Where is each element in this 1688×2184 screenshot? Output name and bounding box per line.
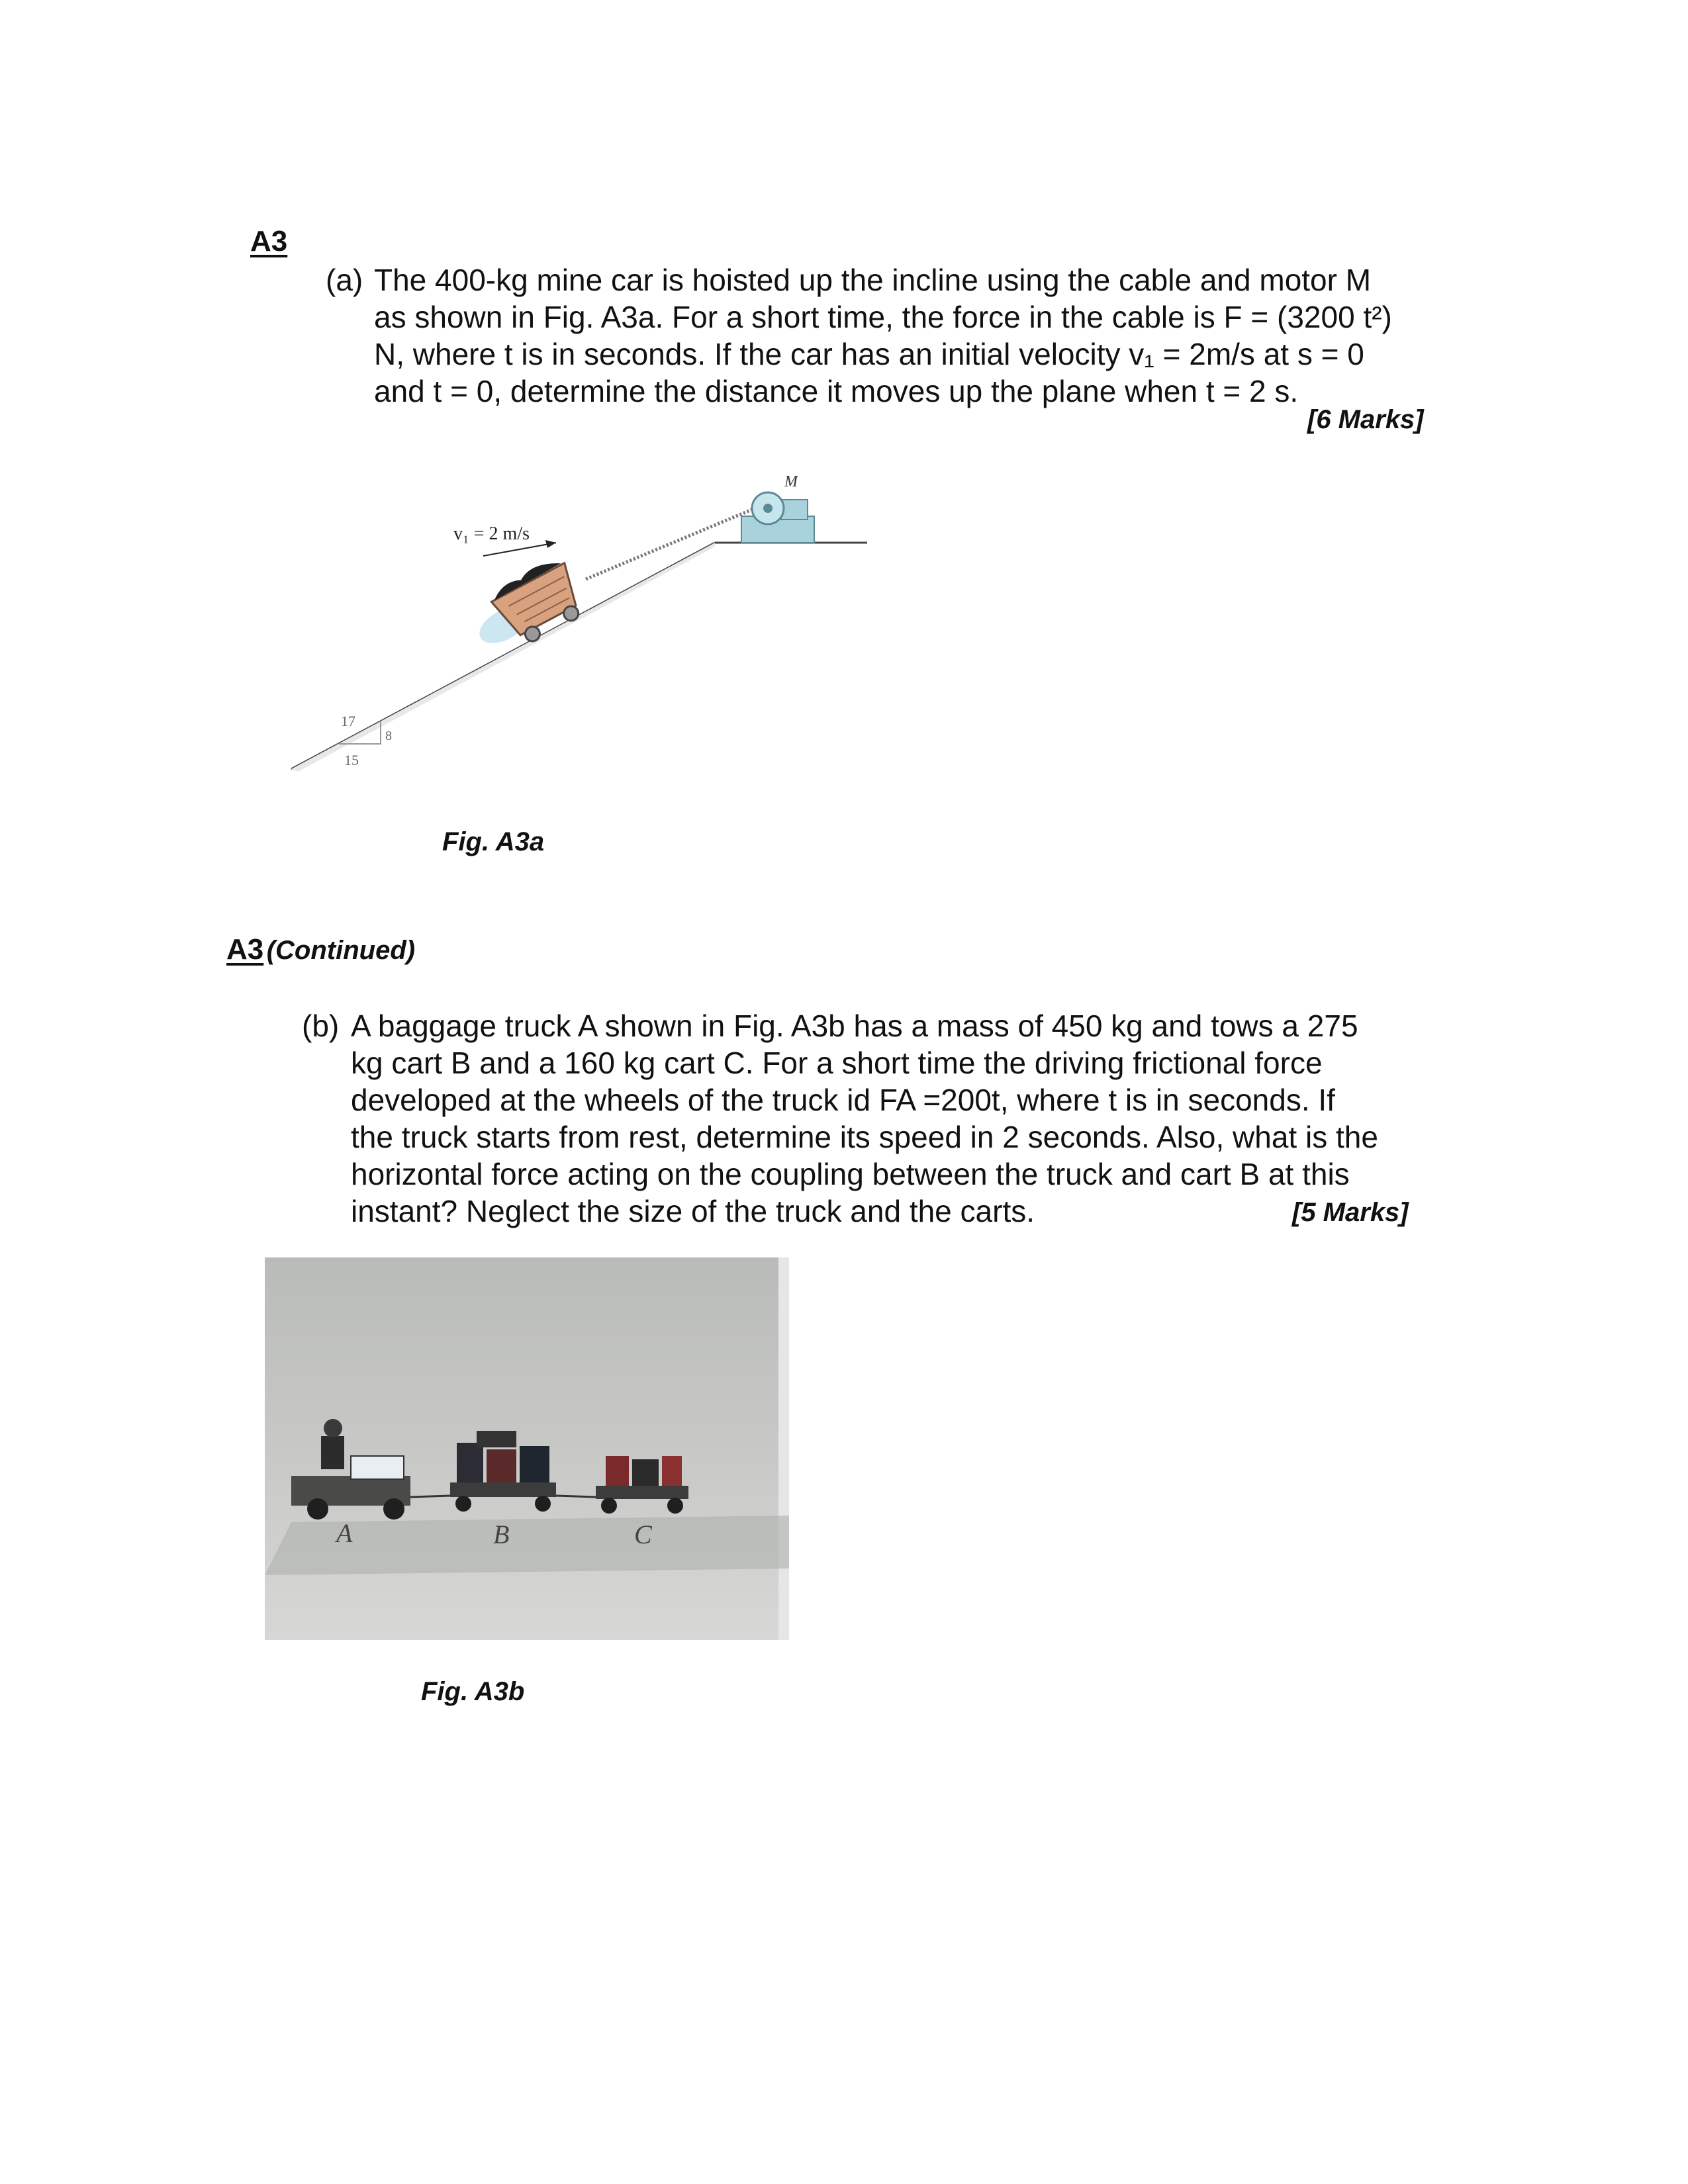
part-b-line-6: instant? Neglect the size of the truck and the carts.: [351, 1194, 1035, 1228]
continued-number: A3: [226, 933, 264, 966]
part-b-line-4: the truck starts from rest, determine its speed in 2 seconds. Also, what is the: [351, 1120, 1378, 1154]
part-b-text: [302, 1007, 1448, 1230]
continued-label: (Continued): [266, 936, 416, 965]
figure-a3a: [278, 463, 874, 781]
part-a-marks: [6 Marks]: [1307, 405, 1424, 434]
part-b-label: (b): [302, 1009, 340, 1043]
question-number: A3: [250, 225, 288, 257]
part-b-line-5: horizontal force acting on the coupling between the truck and cart B at this: [351, 1157, 1350, 1191]
part-b-line-1: A baggage truck A shown in Fig. A3b has a mass of 450 kg and tows a 275: [351, 1009, 1358, 1043]
label-b: B: [493, 1520, 510, 1549]
part-b-line-2: kg cart B and a 160 kg cart C. For a short time the driving frictional force: [351, 1046, 1323, 1080]
slope-run-label: 15: [344, 752, 359, 768]
figure-a3b: [265, 1257, 789, 1640]
motor: [741, 492, 814, 543]
slope-rise-label: 8: [385, 729, 392, 743]
velocity-arrow: [483, 543, 556, 556]
part-a-line-2: as shown in Fig. A3a. For a short time, the force in the cable is F = (3200 t²): [374, 300, 1392, 334]
motor-label: M: [784, 473, 798, 490]
incline-shade: [291, 543, 715, 772]
part-a-label: (a): [326, 263, 363, 297]
figure-a3a-caption: Fig. A3a: [442, 827, 545, 856]
part-a-text: [326, 261, 1451, 410]
label-c: C: [634, 1520, 652, 1549]
part-b-line-3: developed at the wheels of the truck id FA =200t, where t is in seconds. If: [351, 1083, 1335, 1117]
velocity-label: v₁ = 2 m/s: [453, 523, 530, 544]
part-a-line-1: The 400-kg mine car is hoisted up the incline using the cable and motor M: [374, 263, 1372, 297]
label-a: A: [336, 1518, 353, 1548]
coupling-ab: [410, 1496, 450, 1497]
velocity-arrowhead: [545, 540, 556, 548]
continued-heading: [226, 933, 415, 966]
part-a-line-3: N, where t is in seconds. If the car has an initial velocity v₁ = 2m/s at s = 0: [374, 337, 1364, 371]
slope-hyp-label: 17: [341, 713, 355, 729]
part-b-marks: [5 Marks]: [1292, 1198, 1409, 1227]
coupling-bc: [556, 1496, 596, 1497]
part-a-line-4: and t = 0, determine the distance it moves up the plane when t = 2 s.: [374, 374, 1299, 408]
photo-edge: [778, 1257, 789, 1640]
figure-a3b-caption: Fig. A3b: [421, 1677, 525, 1706]
